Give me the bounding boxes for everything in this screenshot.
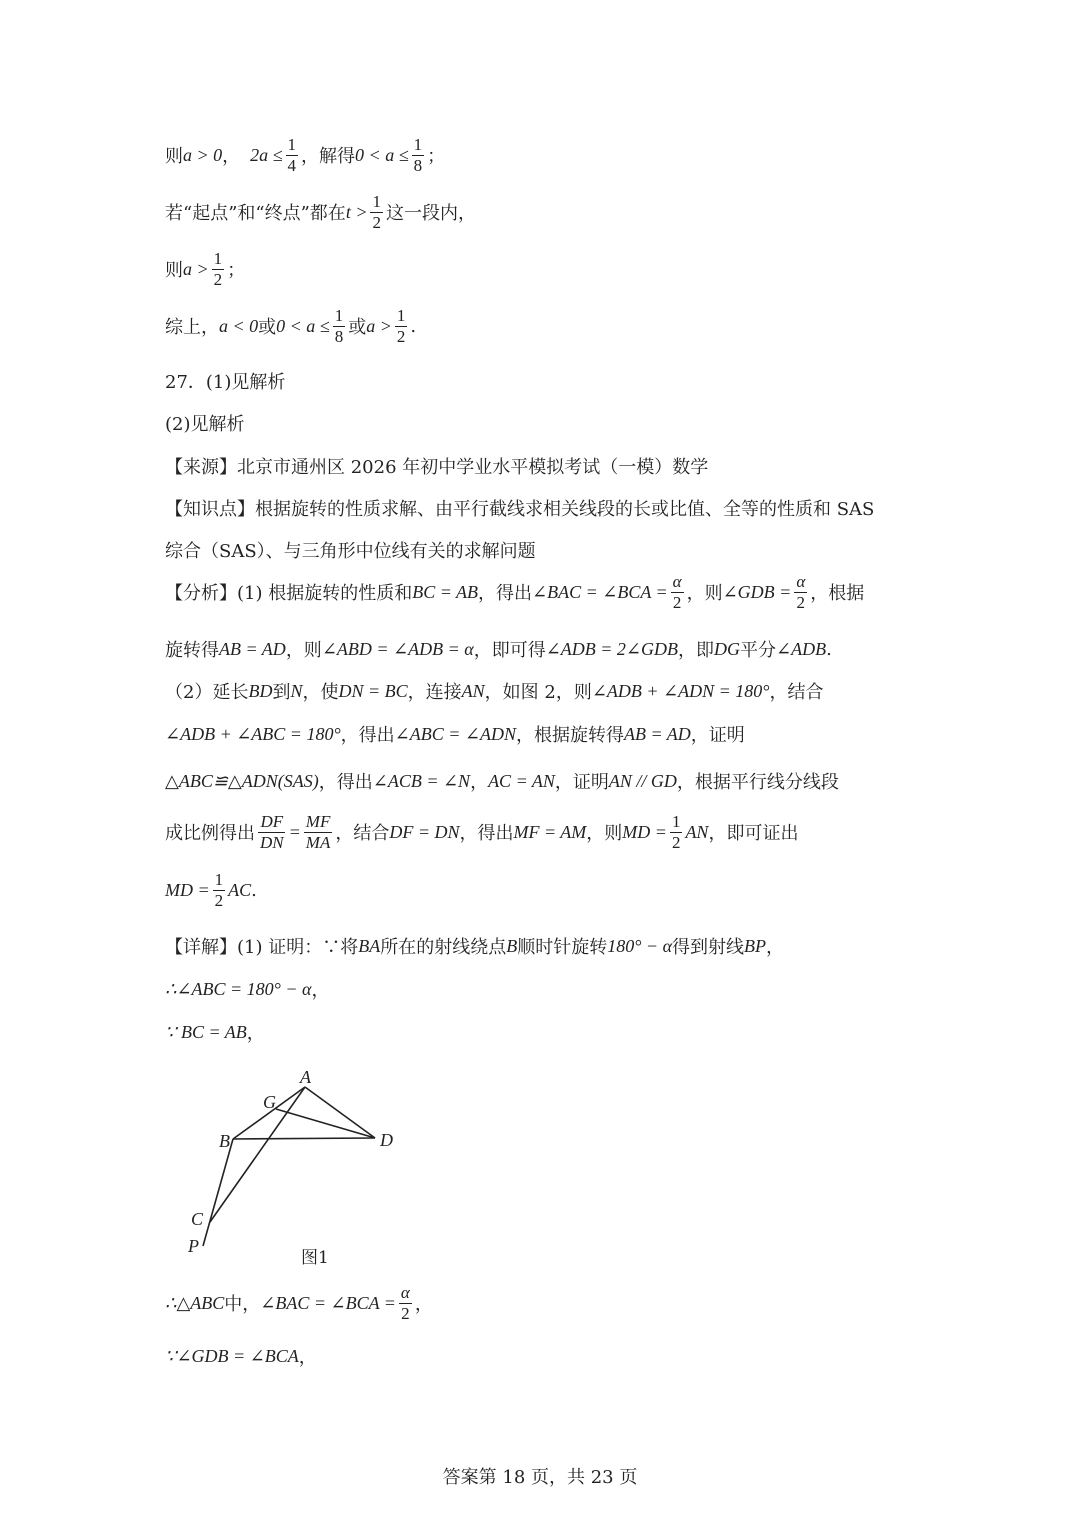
text: 若“起点”和“终点”都在 [165, 203, 346, 225]
fraction-denominator: 2 [401, 1303, 410, 1323]
fraction-denominator: 2 [671, 832, 681, 852]
fraction-denominator: 8 [334, 326, 344, 346]
text: ， [298, 1347, 317, 1368]
math: 0 < a ≤ [355, 144, 409, 165]
page-footer: 答案第 18 页，共 23 页 [442, 1467, 638, 1488]
math: AN // GD [608, 770, 677, 791]
math: ∵ BC = AB [165, 1021, 247, 1042]
math: ∠ADB + ∠ADN = 180° [591, 680, 770, 701]
text: 所在的射线绕点 [380, 937, 507, 958]
math: a < 0 [219, 315, 259, 336]
math: AB = AD [623, 723, 691, 744]
math: ∠ABD = ∠ADB = α [321, 638, 474, 659]
fraction-denominator: 2 [213, 269, 223, 289]
text: ，结合 [335, 823, 390, 845]
text: 或 [348, 317, 367, 339]
text: ，证明 [554, 772, 609, 793]
label-A: A [300, 1067, 311, 1087]
label-C: C [191, 1209, 204, 1229]
label-P: P [188, 1236, 199, 1256]
math: BD [248, 680, 273, 701]
text: ， [311, 980, 330, 1001]
math: ∴∠ABC = 180° − α [165, 978, 312, 999]
text: 【来源】北京市通州区 2026 年初中学业水平模拟考试（一模）数学 [165, 457, 709, 478]
text: ，证明 [690, 725, 745, 746]
segment-AD [305, 1087, 375, 1138]
math: ∠BAC = ∠BCA = [532, 581, 668, 602]
text: ， [766, 937, 785, 958]
fraction-denominator: 2 [372, 212, 381, 232]
text: ，则 [686, 583, 723, 605]
math: a > [366, 315, 392, 336]
math: AC = AN [488, 770, 555, 791]
math: = [288, 821, 301, 842]
fraction-denominator: MA [305, 832, 331, 852]
math: ∴△ABC [165, 1292, 225, 1313]
text: ，即可得 [473, 640, 546, 661]
text: . [826, 638, 832, 660]
text: ； [427, 146, 446, 168]
math: DF = DN [389, 821, 460, 842]
math: AB = AD [219, 638, 286, 659]
fraction-numerator: 1 [334, 306, 344, 325]
math: ∠ADB [776, 638, 827, 659]
text: ，根据 [810, 583, 865, 605]
fraction-numerator: α [672, 572, 682, 591]
math: ∠ABC = ∠ADN [394, 723, 516, 744]
fraction-numerator: 1 [396, 306, 406, 325]
text: ，使 [302, 682, 339, 703]
text: (2)见解析 [165, 414, 245, 435]
detail-line [165, 1283, 433, 1323]
text: 这一段内， [385, 203, 476, 225]
fraction-denominator: 8 [413, 155, 423, 175]
fraction-numerator: 1 [213, 249, 223, 268]
text: ， [470, 772, 489, 793]
text: ，得出 [478, 583, 533, 605]
text: ， [414, 1294, 433, 1316]
math: △ABC≌△ADN(SAS) [165, 770, 319, 791]
fraction-numerator: α [400, 1283, 410, 1302]
text: ，则 [285, 640, 322, 661]
math: ∠ACB = ∠N [372, 770, 471, 791]
math: MD = [622, 821, 667, 842]
text: 【分析】(1) 根据旋转的性质和 [165, 583, 413, 605]
figure-caption: 图1 [301, 1248, 329, 1268]
math: AC [228, 879, 252, 900]
fraction-numerator: DF [260, 812, 284, 831]
fraction-denominator: 2 [396, 326, 406, 346]
text: ， [222, 146, 241, 168]
fraction-numerator: 1 [413, 135, 423, 154]
fraction-denominator: 4 [287, 155, 297, 175]
segment-BD [233, 1138, 375, 1139]
math: t > [345, 201, 368, 222]
label-D: D [380, 1130, 393, 1150]
text: 顺时针旋转 [517, 937, 608, 958]
text: 或 [258, 317, 277, 339]
text: 则 [165, 146, 183, 168]
math: 2a ≤ [250, 144, 283, 165]
fraction-numerator: 1 [372, 192, 381, 211]
math: BC = AB [412, 581, 479, 602]
math: B [506, 935, 518, 956]
fraction-numerator: MF [305, 812, 331, 831]
math: AN [461, 680, 485, 701]
math: ∠BAC = ∠BCA = [260, 1292, 396, 1313]
segment-BP [203, 1139, 233, 1246]
math: ∠ADB = 2∠GDB [545, 638, 678, 659]
text: 到 [272, 682, 291, 703]
segment-GD [276, 1109, 375, 1138]
text: ，解得 [301, 146, 356, 168]
fraction-denominator: DN [260, 832, 284, 852]
segment-AC [210, 1087, 305, 1222]
math: N [290, 680, 303, 701]
fraction-denominator: 2 [672, 592, 682, 612]
fraction-numerator: α [796, 572, 806, 591]
math: DN = BC [338, 680, 408, 701]
text: ，如图 2，则 [484, 682, 592, 703]
text: 成比例得出 [165, 823, 255, 845]
text: ， [246, 1023, 265, 1044]
fraction-numerator: 1 [287, 135, 297, 154]
math: a > [183, 258, 209, 279]
fraction [399, 1283, 412, 1323]
text: ，则 [586, 823, 623, 845]
math: ∠ADB + ∠ABC = 180° [165, 723, 341, 744]
math: a > 0 [183, 144, 223, 165]
fraction-denominator: 2 [796, 592, 806, 612]
text: 得到射线 [672, 937, 745, 958]
text: ，得出 [318, 772, 373, 793]
text: 综上， [165, 317, 219, 339]
text: 【详解】(1) 证明：∵将 [165, 937, 359, 958]
math: 0 < a ≤ [276, 315, 330, 336]
math: 180° − α [607, 935, 673, 956]
text: . [410, 315, 417, 337]
text: 平分 [740, 640, 776, 661]
text: （2）延长 [165, 682, 249, 703]
math: AN [685, 821, 709, 842]
text: ，连接 [407, 682, 462, 703]
text: 则 [165, 260, 183, 282]
text: ，即 [678, 640, 714, 661]
text: 27．(1)见解析 [165, 372, 286, 393]
text: ，根据旋转得 [515, 725, 624, 746]
math: ∠GDB = [722, 581, 792, 602]
fraction-numerator: 1 [671, 812, 681, 831]
fraction-numerator: 1 [214, 870, 224, 889]
text: ，结合 [769, 682, 824, 703]
text: ，根据平行线分线段 [676, 772, 839, 793]
math: MF = AM [513, 821, 587, 842]
math: ∵∠GDB = ∠BCA [165, 1345, 299, 1366]
math: MD = [165, 879, 210, 900]
text: ； [227, 260, 246, 282]
label-G: G [263, 1092, 276, 1112]
math: DG [714, 638, 740, 659]
text: 中， [224, 1294, 261, 1316]
text: 综合（SAS）、与三角形中位线有关的求解问题 [165, 541, 536, 562]
detail-line [165, 1343, 317, 1369]
text: ，即可证出 [708, 823, 799, 845]
fraction-denominator: 2 [214, 890, 224, 910]
text: 旋转得 [165, 640, 219, 661]
math: BP [744, 935, 767, 956]
text: ，得出 [340, 725, 395, 746]
math: BA [358, 935, 381, 956]
text: 【知识点】根据旋转的性质求解、由平行截线求相关线段的长或比值、全等的性质和 SAS [165, 499, 875, 520]
label-B: B [219, 1131, 230, 1151]
text: ，得出 [459, 823, 514, 845]
text: . [251, 879, 257, 901]
